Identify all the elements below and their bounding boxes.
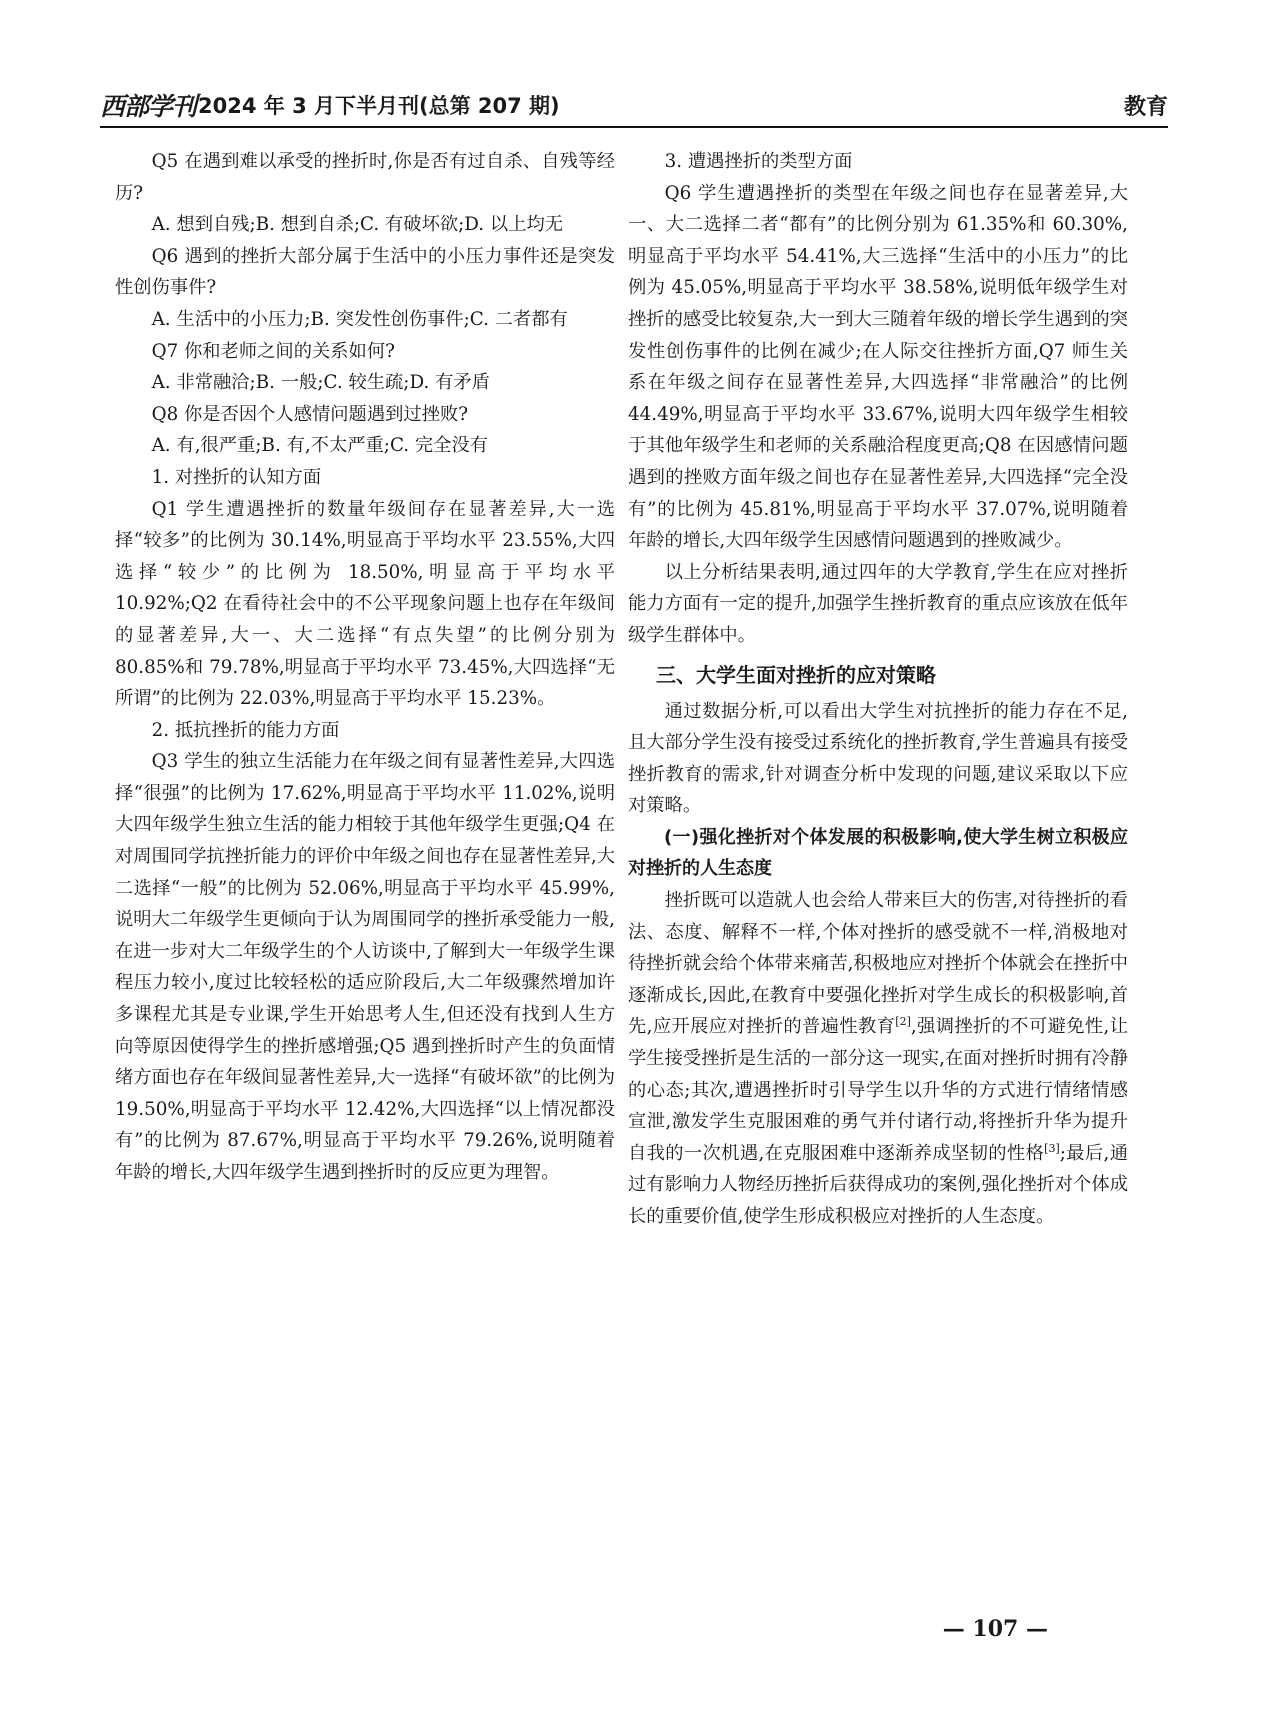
right-column xyxy=(628,146,1128,1233)
section-tag: 教育 xyxy=(1123,94,1168,120)
issue-info: 2024 年 3 月下半月刊(总第 207 期) xyxy=(198,94,560,118)
left-column xyxy=(115,146,615,1189)
paragraph-strategy-1-part-c: ;最后,通过有影响力人物经历挫折后获得成功的案例,强化挫折对个体成长的重要价值,使学生形成积极应对挫折的人生态度。 xyxy=(628,1142,1128,1227)
question-q7: Q7 你和老师之间的关系如何? xyxy=(151,340,395,362)
paragraph-resistance: Q3 学生的独立生活能力在年级之间有显著性差异,大四选择“很强”的比例为 17.62%,明显高于平均水平 11.02%,说明大四年级学生独立生活的能力相较于其他年级学生更强;Q4 在对周围同学抗挫折能力的评价中年级之间也存在显著性差异,大二选择“一般”的比例为 52.06%,明显高于平均水平 45.99%,说明大二年级学生更倾向于认为周围同学的挫折承受能力一般,在进一步对大二年级学生的个人访谈中,了解到大一年级学生课程压力较小,度过比较轻松的适应阶段后,大二年级骤然增加许多课程尤其是专业课,学生开始思考人生,但还没有找到人生方向等原因使得学生的挫折感增强;Q5 遇到挫折时产生的负面情绪方面也存在年级间显著性差异,大一选择“有破坏欲”的比例为 19.50%,明显高于平均水平 12.42%,大四选择“以上情况都没有”的比例为 87.67%,明显高于平均水平 79.26%,说明随着年龄的增长,大四年级学生遇到挫折时的反应更为理智。 xyxy=(115,751,615,1183)
question-q8: Q8 你是否因个人感情问题遇到过挫败? xyxy=(151,403,469,425)
options-q6: A. 生活中的小压力;B. 突发性创伤事件;C. 二者都有 xyxy=(151,308,568,330)
paragraph-strategy-1-part-a: 挫折既可以造就人也会给人带来巨大的伤害,对待挫折的看法、态度、解释不一样,个体对挫折的感受就不一样,消极地对待挫折就会给个体带来痛苦,积极地应对挫折个体就会在挫折中逐渐成长,因此,在教育中要强化挫折对学生成长的积极影响,首先,应开展应对挫折的普遍性教育 xyxy=(628,890,1128,1038)
paragraph-strategy-intro: 通过数据分析,可以看出大学生对抗挫折的能力存在不足,且大部分学生没有接受过系统化的挫折教育,学生普遍具有接受挫折教育的需求,针对调查分析中发现的问题,建议采取以下应对策略。 xyxy=(628,700,1128,817)
subsection-3-title: 3. 遭遇挫折的类型方面 xyxy=(664,151,853,172)
paragraph-strategy-1-part-b: ,强调挫折的不可避免性,让学生接受挫折是生活的一部分这一现实,在面对挫折时拥有冷静的心态;其次,遭遇挫折时引导学生以升华的方式进行情绪情感宣泄,激发学生克服困难的勇气并付诸行动,将挫折升华为提升自我的一次机遇,在克服困难中逐渐养成坚韧的性格 xyxy=(628,1016,1129,1164)
running-header xyxy=(100,88,1168,122)
question-q5: Q5 在遇到难以承受的挫折时,你是否有过自杀、自残等经历? xyxy=(115,151,615,204)
section-heading: 三、大学生面对挫折的应对策略 xyxy=(656,662,936,687)
options-q8: A. 有,很严重;B. 有,不太严重;C. 完全没有 xyxy=(151,435,489,457)
header-left xyxy=(100,87,560,123)
citation-2[interactable]: [2] xyxy=(895,1015,911,1029)
subsection-2-title: 2. 抵抗挫折的能力方面 xyxy=(151,719,340,741)
options-q7: A. 非常融洽;B. 一般;C. 较生疏;D. 有矛盾 xyxy=(151,372,490,394)
paragraph-strategy-1 xyxy=(628,885,1128,1233)
subsection-1-title: 1. 对挫折的认知方面 xyxy=(151,466,322,488)
options-q5: A. 想到自残;B. 想到自杀;C. 有破坏欲;D. 以上均无 xyxy=(151,214,564,236)
paragraph-conclusion: 以上分析结果表明,通过四年的大学教育,学生在应对挫折能力方面有一定的提升,加强学生挫折教育的重点应该放在低年级学生群体中。 xyxy=(628,561,1128,646)
page-number: — 107 — xyxy=(942,1616,1048,1642)
paragraph-types: Q6 学生遭遇挫折的类型在年级之间也存在显著差异,大一、大二选择二者“都有”的比例分别为 61.35%和 60.30%,明显高于平均水平 54.41%,大三选择“生活中的小压力”的比例为 45.05%,明显高于平均水平 38.58%,说明低年级学生对挫折的感受比较复杂,大一到大三随着年级的增长学生遇到的突发性创伤事件的比例在减少;在人际交往挫折方面,Q7 师生关系在年级之间存在显著性差异,大四选择“非常融洽”的比例 44.49%,明显高于平均水平 33.67%,说明大四年级学生相较于其他年级学生和老师的关系融洽程度更高;Q8 在因感情问题遇到的挫败方面年级之间也存在显著性差异,大四选择“完全没有”的比例为 45.81%,明显高于平均水平 37.07%,说明随着年龄的增长,大四年级学生因感情问题遇到的挫败减少。 xyxy=(628,182,1128,552)
question-q6: Q6 遇到的挫折大部分属于生活中的小压力事件还是突发性创伤事件? xyxy=(115,245,615,299)
sub-heading-1: (一)强化挫折对个体发展的积极影响,使大学生树立积极应对挫折的人生态度 xyxy=(628,826,1128,880)
citation-3[interactable]: [3] xyxy=(1044,1141,1060,1155)
header-rule xyxy=(100,126,1168,128)
journal-logo: 西部学刊 xyxy=(100,92,197,121)
paragraph-cognition: Q1 学生遭遇挫折的数量年级间存在显著差异,大一选择“较多”的比例为 30.14%,明显高于平均水平 23.55%,大四选择“较少”的比例为 18.50%,明显高于平均水平 10.92%;Q2 在看待社会中的不公平现象问题上也存在年级间的显著差异,大一、大二选择“有点失望”的比例分别为 80.85%和 79.78%,明显高于平均水平 73.45%,大四选择“无所谓”的比例为 22.03%,明显高于平均水平 15.23%。 xyxy=(115,498,615,710)
